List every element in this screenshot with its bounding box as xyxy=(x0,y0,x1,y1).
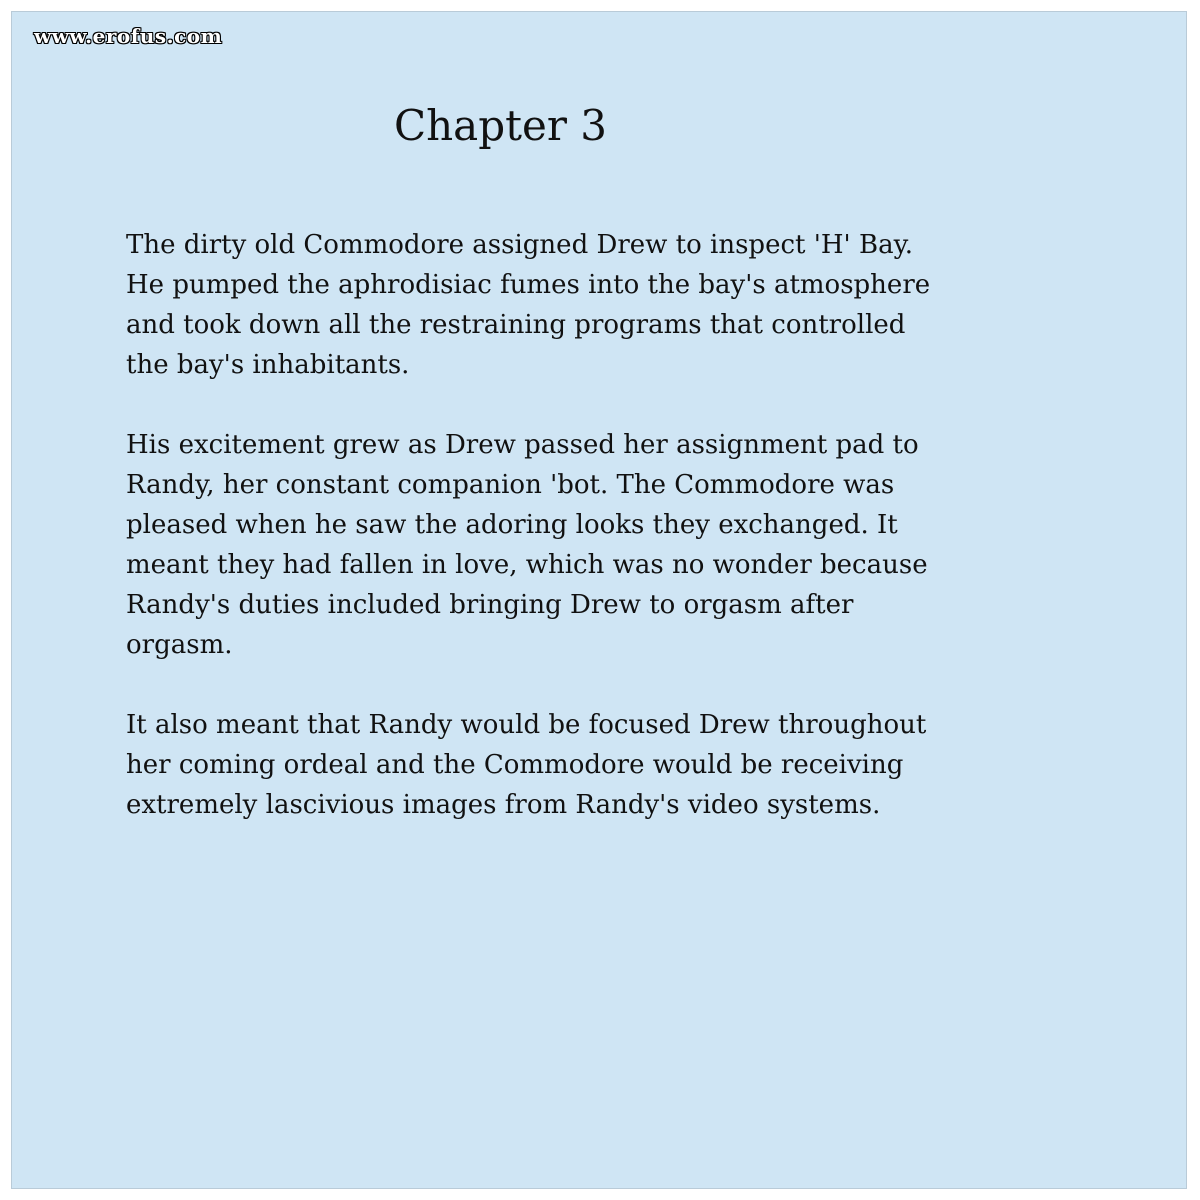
paragraph-line: Randy's duties included bringing Drew to orgasm after xyxy=(126,590,854,620)
paragraph-line: It also meant that Randy would be focused Drew throughout xyxy=(126,710,927,740)
paragraph-2 xyxy=(126,425,986,665)
watermark: www.erofus.com xyxy=(34,24,223,48)
paragraph-3 xyxy=(126,705,986,825)
paragraph-line: the bay's inhabitants. xyxy=(126,350,410,380)
paragraph-line: orgasm. xyxy=(126,630,233,660)
paragraph-line: meant they had fallen in love, which was no wonder because xyxy=(126,550,928,580)
paragraph-line: Randy, her constant companion 'bot. The Commodore was xyxy=(126,470,895,500)
paragraph-1 xyxy=(126,225,986,385)
paragraph-line: The dirty old Commodore assigned Drew to inspect 'H' Bay. xyxy=(126,230,914,260)
paragraph-line: extremely lascivious images from Randy's video systems. xyxy=(126,790,881,820)
paragraph-line: and took down all the restraining programs that controlled xyxy=(126,310,906,340)
paragraph-line: He pumped the aphrodisiac fumes into the bay's atmosphere xyxy=(126,270,931,300)
paragraph-line: His excitement grew as Drew passed her assignment pad to xyxy=(126,430,919,460)
chapter-title: Chapter 3 xyxy=(394,101,607,150)
paragraph-line: pleased when he saw the adoring looks they exchanged. It xyxy=(126,510,898,540)
paragraph-line: her coming ordeal and the Commodore would be receiving xyxy=(126,750,904,780)
